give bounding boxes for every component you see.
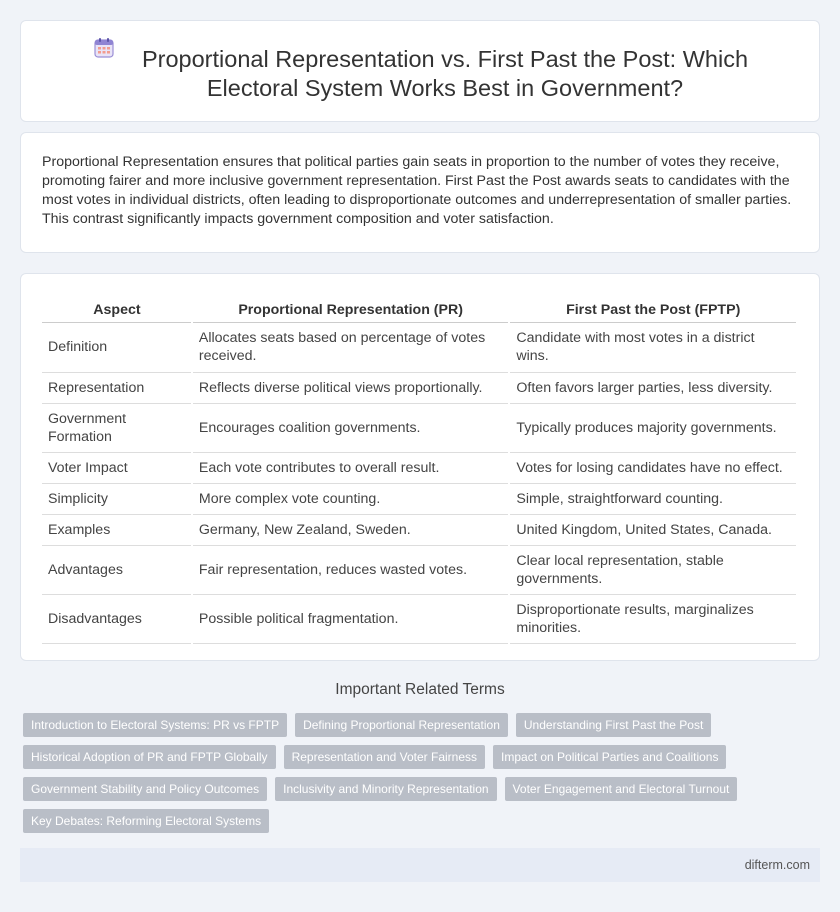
table-cell: Examples xyxy=(42,514,192,545)
header-pr: Proportional Representation (PR) xyxy=(192,294,510,322)
table-cell: Votes for losing candidates have no effect. xyxy=(509,452,797,483)
table-cell: Definition xyxy=(42,322,192,372)
header-fptp: First Past the Post (FPTP) xyxy=(509,294,797,322)
table-cell: United Kingdom, United States, Canada. xyxy=(509,514,797,545)
related-term-tag[interactable]: Defining Proportional Representation xyxy=(295,713,508,737)
table-cell: Representation xyxy=(42,372,192,403)
table-cell: Typically produces majority governments. xyxy=(509,403,797,452)
related-term-tag[interactable]: Key Debates: Reforming Electoral Systems xyxy=(23,809,269,833)
site-name[interactable]: difterm.com xyxy=(744,858,810,872)
related-term-tag[interactable]: Introduction to Electoral Systems: PR vs FPTP xyxy=(23,713,287,737)
table-cell: Germany, New Zealand, Sweden. xyxy=(192,514,510,545)
title-card xyxy=(20,20,820,122)
related-term-tag[interactable]: Historical Adoption of PR and FPTP Globally xyxy=(23,745,276,769)
table-cell: More complex vote counting. xyxy=(192,483,510,514)
related-term-tag[interactable]: Representation and Voter Fairness xyxy=(284,745,485,769)
table-cell: Disadvantages xyxy=(42,594,192,643)
table-cell: Possible political fragmentation. xyxy=(192,594,510,643)
table-cell: Disproportionate results, marginalizes minorities. xyxy=(509,594,797,643)
intro-text: Proportional Representation ensures that political parties gain seats in proportion to the number of votes they receive, promoting fairer and more inclusive government representation. First Past the Post awards seats to candidates with the most votes in individual districts, often leading to disproportionate outcomes and underrepresentation of smaller parties. This contrast significantly impacts government composition and voter satisfaction. xyxy=(42,154,792,227)
table-cell: Allocates seats based on percentage of votes received. xyxy=(192,322,510,372)
intro-card xyxy=(20,132,820,253)
table-cell: Voter Impact xyxy=(42,452,192,483)
related-term-tag[interactable]: Voter Engagement and Electoral Turnout xyxy=(505,777,738,801)
table-row xyxy=(42,545,797,594)
related-term-tag[interactable]: Understanding First Past the Post xyxy=(516,713,711,737)
table-row xyxy=(42,322,797,372)
related-term-tag[interactable]: Government Stability and Policy Outcomes xyxy=(23,777,267,801)
table-cell: Government Formation xyxy=(42,403,192,452)
table-cell: Advantages xyxy=(42,545,192,594)
table-cell: Often favors larger parties, less diversity. xyxy=(509,372,797,403)
related-term-tag[interactable]: Impact on Political Parties and Coalitions xyxy=(493,745,726,769)
comparison-table xyxy=(42,294,798,644)
page-title: Proportional Representation vs. First Past the Post: Which Electoral System Works Best in Government? xyxy=(141,46,749,101)
table-cell: Reflects diverse political views proportionally. xyxy=(192,372,510,403)
table-cell: Simplicity xyxy=(42,483,192,514)
table-row xyxy=(42,452,797,483)
footer xyxy=(20,848,820,882)
table-row xyxy=(42,483,797,514)
table-header-row xyxy=(42,294,797,322)
table-row xyxy=(42,594,797,643)
table-cell: Each vote contributes to overall result. xyxy=(192,452,510,483)
table-cell: Fair representation, reduces wasted votes. xyxy=(192,545,510,594)
related-terms-title: Important Related Terms xyxy=(335,681,505,698)
comparison-card xyxy=(20,273,820,661)
table-cell: Clear local representation, stable governments. xyxy=(509,545,797,594)
related-term-tag[interactable]: Inclusivity and Minority Representation xyxy=(275,777,496,801)
table-row xyxy=(42,403,797,452)
table-cell: Simple, straightforward counting. xyxy=(509,483,797,514)
table-row xyxy=(42,514,797,545)
table-row xyxy=(42,372,797,403)
table-cell: Candidate with most votes in a district wins. xyxy=(509,322,797,372)
related-terms-list xyxy=(23,713,813,841)
header-aspect: Aspect xyxy=(42,294,192,322)
table-cell: Encourages coalition governments. xyxy=(192,403,510,452)
